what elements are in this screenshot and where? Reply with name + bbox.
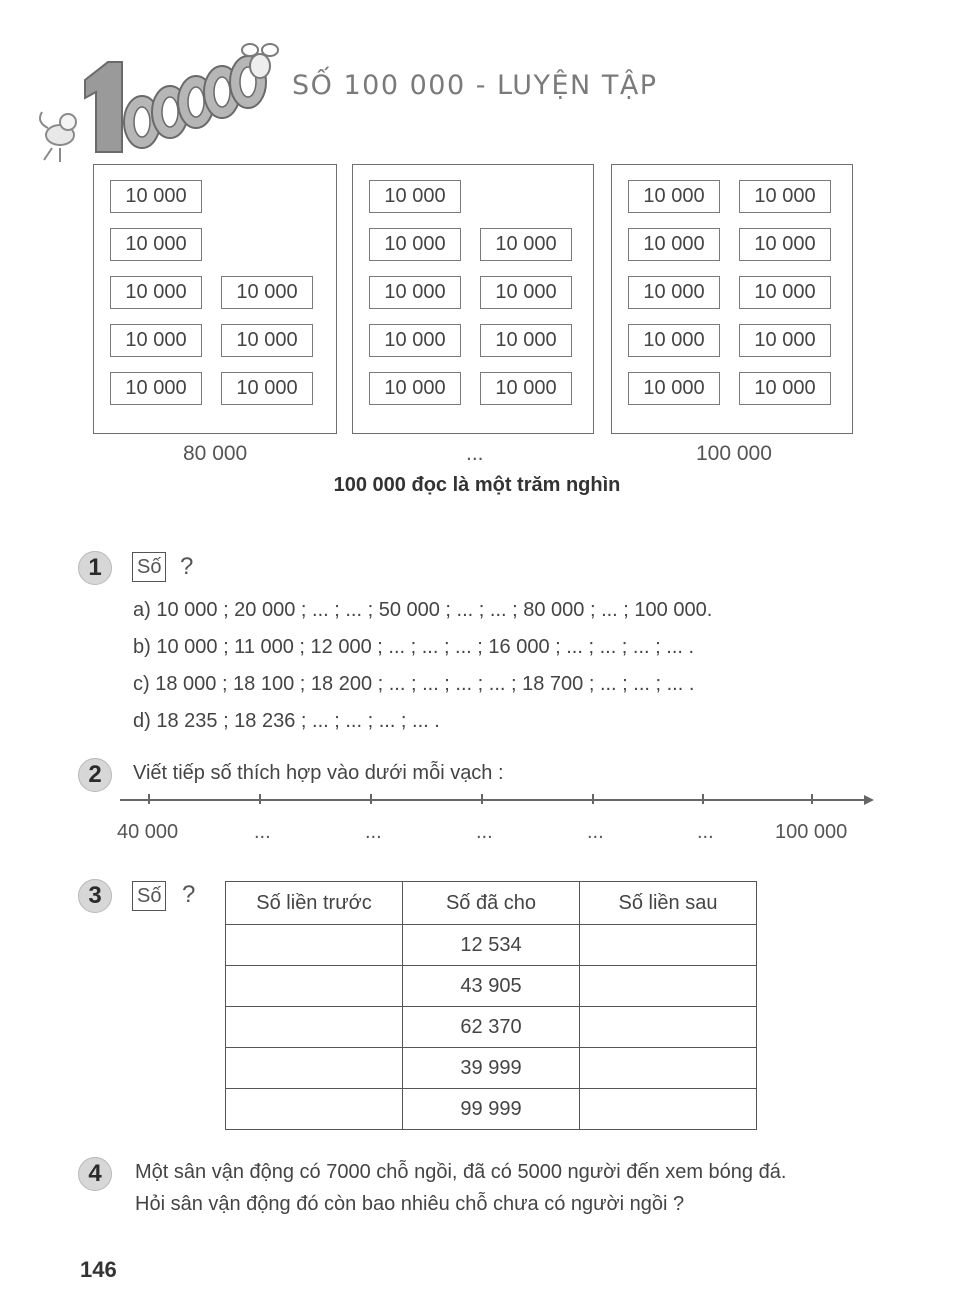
answer-cell[interactable]: [226, 1089, 403, 1130]
table-row: [226, 925, 757, 966]
number-line-label: ...: [476, 821, 493, 843]
number-line-label: ...: [587, 821, 604, 843]
table-header: Số đã cho: [403, 882, 580, 925]
chip-10000: 10 000: [369, 324, 461, 357]
ex1-line-b: b) 10 000 ; 11 000 ; 12 000 ; ... ; ... ; ... ; 16 000 ; ... ; ... ; ... ; ... .: [133, 636, 695, 658]
number-line-tick: [811, 794, 813, 804]
answer-cell[interactable]: [580, 1007, 757, 1048]
number-line-tick: [370, 794, 372, 804]
chip-10000: 10 000: [110, 276, 202, 309]
chip-10000: 10 000: [110, 324, 202, 357]
exercise-4-badge: 4: [78, 1157, 112, 1191]
chip-10000: 10 000: [628, 180, 720, 213]
table-row: [226, 1048, 757, 1089]
chip-10000: 10 000: [739, 324, 831, 357]
table-header: Số liền sau: [580, 882, 757, 925]
chip-10000: 10 000: [369, 180, 461, 213]
question-mark: ?: [182, 881, 196, 908]
ex4-line-1: Một sân vận động có 7000 chỗ ngồi, đã có 5000 người đến xem bóng đá.: [135, 1161, 787, 1183]
number-line: [120, 799, 876, 801]
reading-sentence: 100 000 đọc là một trăm nghìn: [333, 474, 621, 496]
page-number: 146: [80, 1257, 117, 1282]
number-line-tick: [259, 794, 261, 804]
exercise-3-badge: 3: [78, 879, 112, 913]
chip-panel-2: [352, 164, 594, 434]
answer-cell[interactable]: [580, 1048, 757, 1089]
number-line-label: ...: [365, 821, 382, 843]
chip-10000: 10 000: [221, 276, 313, 309]
chip-10000: 10 000: [739, 372, 831, 405]
chip-10000: 10 000: [739, 228, 831, 261]
panel-2-label: ...: [466, 442, 484, 465]
chip-10000: 10 000: [628, 372, 720, 405]
ex4-line-2: Hỏi sân vận động đó còn bao nhiêu chỗ chưa có người ngồi ?: [135, 1193, 685, 1215]
given-number-cell: 43 905: [403, 966, 580, 1007]
number-line-tick: [702, 794, 704, 804]
answer-cell[interactable]: [580, 966, 757, 1007]
number-line-tick: [148, 794, 150, 804]
chip-10000: 10 000: [628, 324, 720, 357]
table-row: [226, 1089, 757, 1130]
table-row: [226, 966, 757, 1007]
given-number-cell: 62 370: [403, 1007, 580, 1048]
chip-panel-1: [93, 164, 337, 434]
chip-10000: 10 000: [221, 324, 313, 357]
panel-1-label: 80 000: [183, 442, 248, 465]
digit-one-shape: [85, 62, 122, 152]
given-number-cell: 99 999: [403, 1089, 580, 1130]
answer-cell[interactable]: [580, 925, 757, 966]
number-line-label: 100 000: [775, 821, 848, 843]
arrow-head-icon: [864, 795, 874, 805]
chip-10000: 10 000: [221, 372, 313, 405]
bee-icon: [40, 112, 76, 162]
chip-10000: 10 000: [628, 276, 720, 309]
chip-10000: 10 000: [110, 180, 202, 213]
given-number-cell: 12 534: [403, 925, 580, 966]
question-mark: ?: [180, 553, 194, 580]
exercise-2-badge: 2: [78, 758, 112, 792]
chip-panel-3: [611, 164, 853, 434]
table-header: Số liền trước: [226, 882, 403, 925]
chip-10000: 10 000: [480, 372, 572, 405]
answer-cell[interactable]: [226, 966, 403, 1007]
number-line-tick: [592, 794, 594, 804]
so-box: Số: [132, 881, 166, 911]
so-box: Số: [132, 552, 166, 582]
chip-10000: 10 000: [628, 228, 720, 261]
answer-cell[interactable]: [226, 1048, 403, 1089]
panel-3-label: 100 000: [696, 442, 772, 465]
chip-10000: 10 000: [110, 228, 202, 261]
number-line-tick: [481, 794, 483, 804]
chip-10000: 10 000: [369, 372, 461, 405]
given-number-cell: 39 999: [403, 1048, 580, 1089]
ex1-line-a: a) 10 000 ; 20 000 ; ... ; ... ; 50 000 ; ... ; ... ; 80 000 ; ... ; 100 000.: [133, 599, 713, 621]
chip-10000: 10 000: [369, 276, 461, 309]
logo-100000: [30, 40, 280, 170]
number-line-label: ...: [254, 821, 271, 843]
answer-cell[interactable]: [226, 1007, 403, 1048]
exercise-1-badge: 1: [78, 551, 112, 585]
chip-10000: 10 000: [480, 324, 572, 357]
ex2-instruction: Viết tiếp số thích hợp vào dưới mỗi vạch :: [133, 762, 504, 784]
table-row: [226, 1007, 757, 1048]
number-line-label: ...: [697, 821, 714, 843]
number-table: [225, 881, 757, 1130]
chip-10000: 10 000: [739, 180, 831, 213]
ex1-line-c: c) 18 000 ; 18 100 ; 18 200 ; ... ; ... ; ... ; ... ; 18 700 ; ... ; ... ; ... .: [133, 673, 695, 695]
chip-10000: 10 000: [110, 372, 202, 405]
lesson-title: SỐ 100 000 - LUYỆN TẬP: [292, 70, 658, 101]
ex1-line-d: d) 18 235 ; 18 236 ; ... ; ... ; ... ; ... .: [133, 710, 440, 732]
answer-cell[interactable]: [226, 925, 403, 966]
chip-10000: 10 000: [480, 228, 572, 261]
number-line-label: 40 000: [117, 821, 179, 843]
chip-10000: 10 000: [369, 228, 461, 261]
answer-cell[interactable]: [580, 1089, 757, 1130]
chip-10000: 10 000: [739, 276, 831, 309]
chip-10000: 10 000: [480, 276, 572, 309]
